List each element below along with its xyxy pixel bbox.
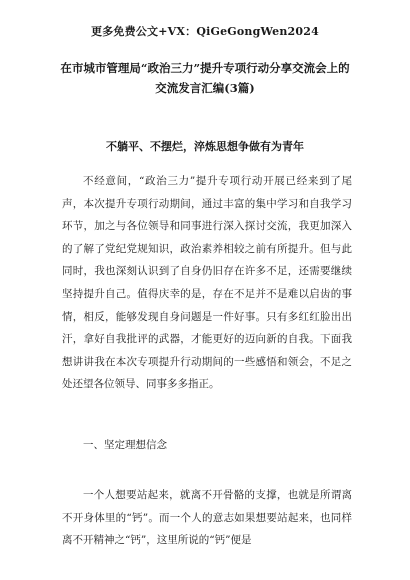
document-title: 在市城市管理局“政治三力”提升专项行动分享交流会上的交流发言汇编(3篇) <box>60 61 350 95</box>
body-text <box>62 170 352 396</box>
section-subtitle: 不躺平、不摆烂，淬炼思想争做有为青年 <box>106 140 304 153</box>
section-heading: 一、坚定理想信念 <box>83 439 167 451</box>
paragraph-1: 不经意间，“政治三力”提升专项行动开展已经来到了尾声，本次提升专项行动期间，通过丰富的集中学习和自我学习环节，加之与各位领导和同事进行深入探讨交流，我更加深入的了解了党纪党规知识，政治素养相较之前有所提升。但与此同时，我也深刻认识到了自身仍旧存在许多不足，还需要继续坚持提升自己。值得庆幸的是，存在不足并不是难以启齿的事情，相反，能够发现自身问题是一件好事。只有多红红脸出出汗，拿好自我批评的武器，才能更好的迈向新的自我。下面我想讲讲我在本次专项提升行动期间的一些感悟和领会，不足之处还望各位领导、同事多多指正。 <box>62 175 352 391</box>
paragraph-2: 一个人想要站起来，就离不开骨骼的支撑，也就是所谓离不开身体里的“钙”。而一个人的意志如果想要站起来，也同样离不开精神之“钙”，这里所说的“钙”便是 <box>62 489 352 547</box>
watermark-header: 更多免费公文+VX：QiGeGongWen2024 <box>91 25 319 38</box>
